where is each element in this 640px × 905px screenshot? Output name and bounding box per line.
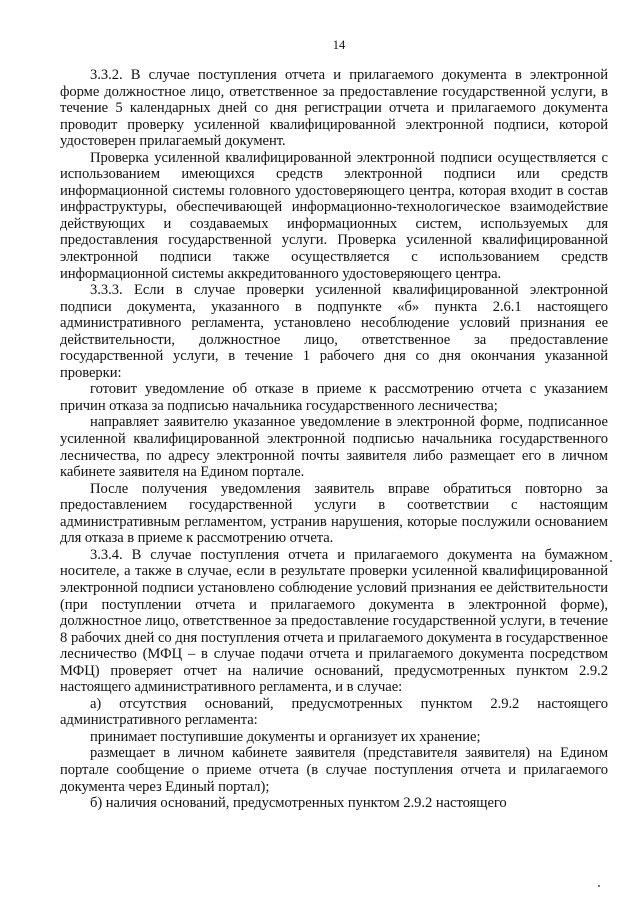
paragraph-signature-check: Проверка усиленной квалифицированной электронной подписи осуществляется с использованием имеющихся средств электронной подписи или средств информационной системы головного удостоверяющего центра, которая входит в состав инфраструктуры, обеспечивающей информационно-технологическое взаимодействие действующих и создаваемых информационных систем, используемых для предоставления государственной услуги. Проверка усиленной квалифицированной электронной подписи также осуществляется с использованием средств информационной системы аккредитованного удостоверяющего центра. [60,149,608,282]
paragraph-3-3-2: 3.3.2. В случае поступления отчета и прилагаемого документа в электронной форме должностное лицо, ответственное за предоставление государственной услуги, в течение 5 календарных дней со дня регистрации отчета и прилагаемого документа проводит проверку усиленной квалифицированной электронной подписи, которой удостоверен прилагаемый документ. [60,67,608,150]
paragraph-posts-message: размещает в личном кабинете заявителя (представителя заявителя) на Едином портале сообщение о приеме отчета (в случае поступления отчета и прилагаемого документа через Единый портал); [60,745,608,795]
scan-speck [598,885,600,887]
scan-speck [610,560,612,562]
paragraph-3-3-4: 3.3.4. В случае поступления отчета и прилагаемого документа на бумажном носителе, а также в случае, если в результате проверки усиленной квалифицированной электронной подписи установлено соблюдение условий признания ее действительности (при поступлении отчета и прилагаемого документа в электронной форме), должностное лицо, ответственное за предоставление государственной услуги, в течение 8 рабочих дней со дня поступления отчета и прилагаемого документа в государственное лесничество (МФЦ – в случае подачи отчета и прилагаемого документа посредством МФЦ) проверяет отчет на наличие оснований, предусмотренных пунктом 2.9.2 настоящего административного регламента, и в случае: [60,546,608,696]
paragraph-3-3-3: 3.3.3. Если в случае проверки усиленной квалифицированной электронной подписи документа, указанного в подпункте «б» пункта 2.6.1 настоящего административного регламента, установлено несоблюдение условий признания ее действительности, должностное лицо, ответственное за предоставление государственной услуги, в течение 1 рабочего дня со дня окончания указанной проверки: [60,282,608,381]
page-number: 14 [332,38,346,52]
paragraph-case-b: б) наличия оснований, предусмотренных пунктом 2.9.2 настоящего [90,795,507,812]
paragraph-sends-notice: направляет заявителю указанное уведомление в электронной форме, подписанное усиленной квалифицированной электронной подписью начальника государственного лесничества, по адресу электронной почты заявителя либо размещает его в личном кабинете заявителя на Едином портале. [60,414,608,481]
paragraph-after-notice: После получения уведомления заявитель вправе обратиться повторно за предоставлением государственной услуги в соответствии с настоящим административным регламентом, устранив нарушения, которые послужили основанием для отказа в приеме к рассмотрению отчета. [60,480,608,547]
paragraph-prepares-notice: готовит уведомление об отказе в приеме к рассмотрению отчета с указанием причин отказа за подписью начальника государственного лесничества; [60,381,608,414]
paragraph-accepts-documents: принимает поступившие документы и организует их хранение; [90,728,481,745]
paragraph-case-a: а) отсутствия оснований, предусмотренных пунктом 2.9.2 настоящего административного регламента: [60,695,608,729]
document-body [60,67,608,812]
